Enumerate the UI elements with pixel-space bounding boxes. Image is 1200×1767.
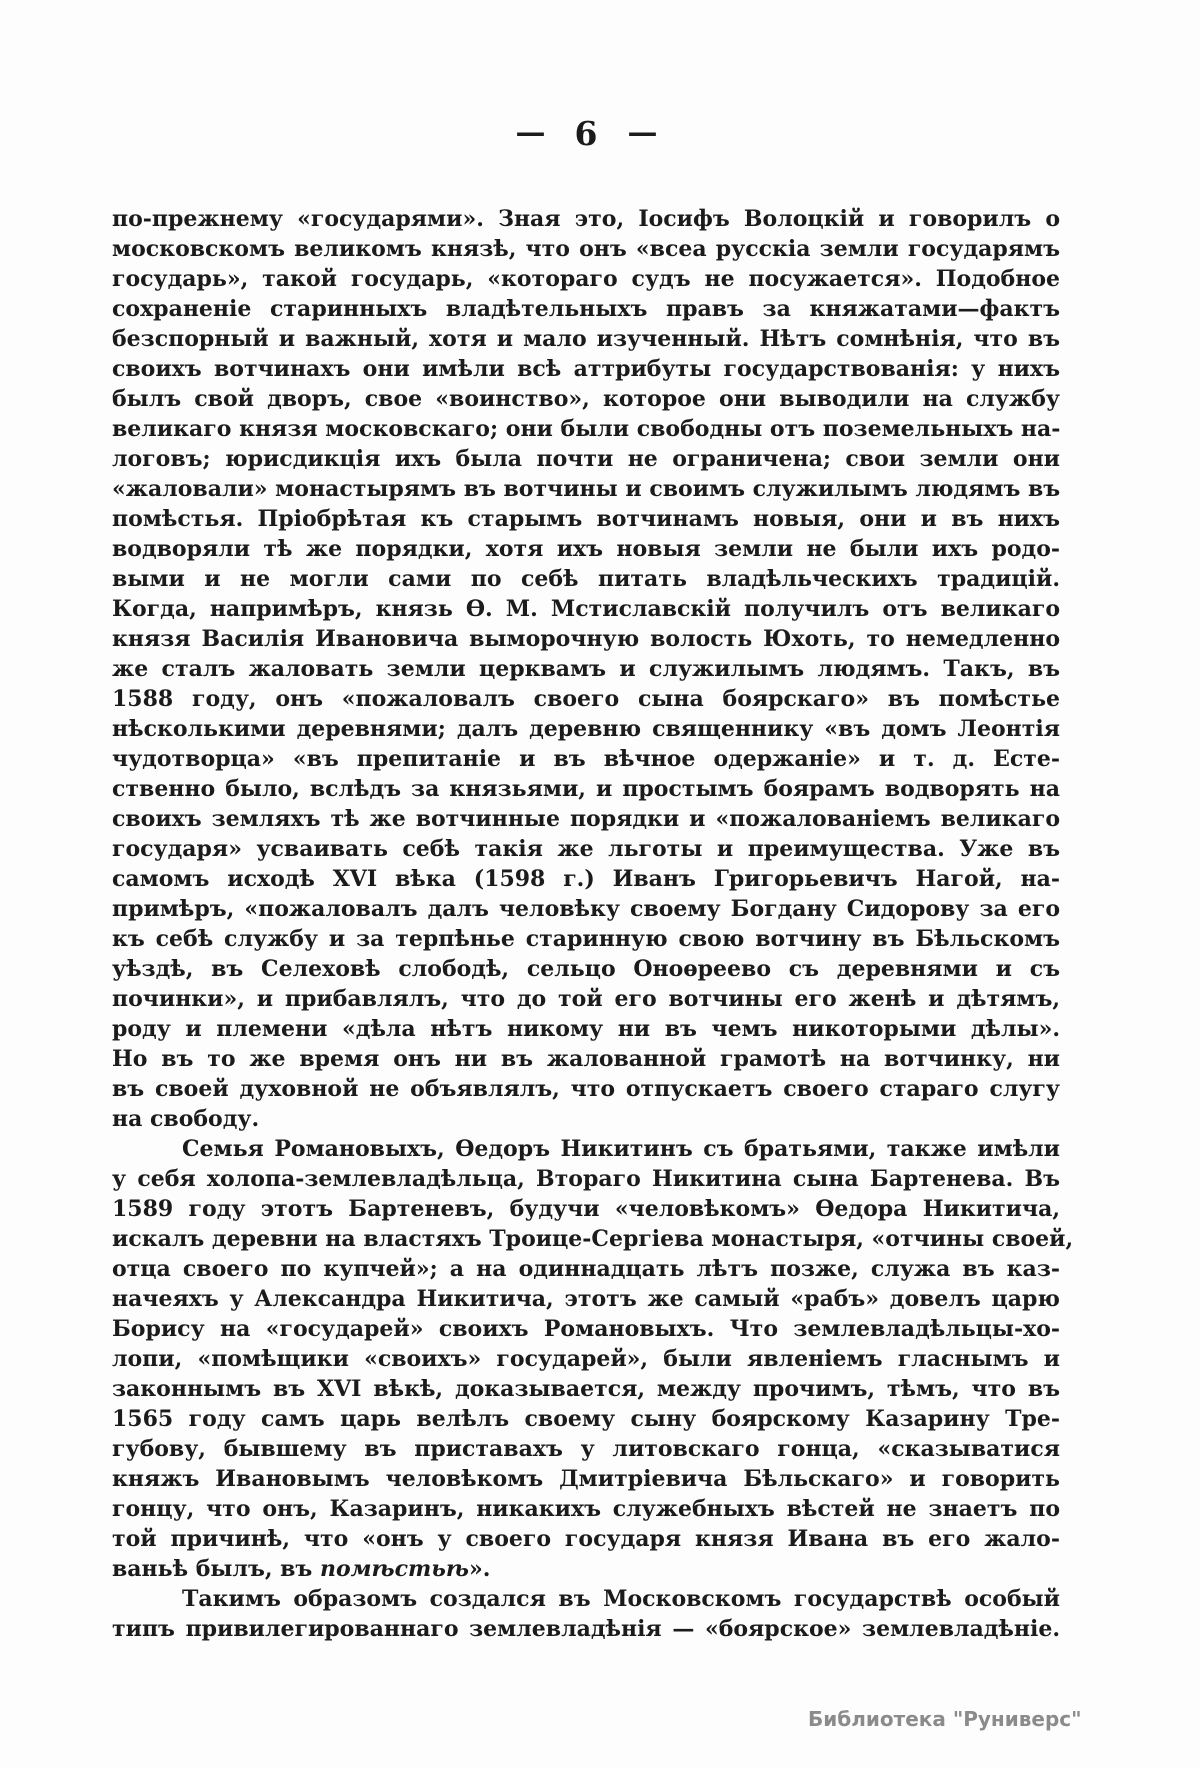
- text-line: [112, 534, 1060, 564]
- page-number: 6: [574, 114, 598, 153]
- text-line: [112, 1164, 1060, 1194]
- text-line: [112, 1224, 1074, 1254]
- text-line: [112, 624, 1060, 654]
- paragraph: [112, 1134, 1074, 1584]
- text-line: [112, 984, 1060, 1014]
- text-line: [112, 1614, 1060, 1644]
- text-line: [112, 1284, 1060, 1314]
- text-segment: 1588 году, онъ «пожаловалъ своего сына боярскаго» въ помѣстье: [112, 686, 1060, 712]
- text-line: [112, 1404, 1060, 1434]
- text-segment: московскомъ великомъ князѣ, что онъ «всеа русскіа земли государямъ: [112, 236, 1060, 262]
- text-line: [112, 1014, 1060, 1044]
- text-line: [112, 924, 1060, 954]
- text-line: [112, 1584, 1060, 1614]
- text-line: [112, 564, 1060, 594]
- text-segment: къ себѣ службу и за терпѣнье старинную свою вотчину въ Бѣльскомъ: [112, 926, 1060, 952]
- text-segment: роду и племени «дѣла нѣтъ никому ни въ чемъ никоторыми дѣлы».: [112, 1016, 1060, 1042]
- text-line: [112, 1494, 1060, 1524]
- text-segment: искалъ деревни на властяхъ Троице-Сергіева монастыря, «отчины своей,: [112, 1226, 1074, 1252]
- text-segment: водворяли тѣ же порядки, хотя ихъ новыя земли не были ихъ родо-: [112, 536, 1060, 562]
- text-segment: примѣръ, «пожаловалъ далъ человѣку своему Богдану Сидорову за его: [112, 896, 1060, 922]
- text-segment: Когда, напримѣръ, князь Ѳ. М. Мстиславскій получилъ отъ великаго: [112, 596, 1060, 622]
- text-segment: помѣстья. Пріобрѣтая къ старымъ вотчинамъ новыя, они и въ нихъ: [112, 506, 1060, 532]
- text-segment: законнымъ въ XVI вѣкѣ, доказывается, между прочимъ, тѣмъ, что въ: [112, 1376, 1060, 1402]
- text-segment: своихъ вотчинахъ они имѣли всѣ аттрибуты государствованія: у нихъ: [112, 356, 1060, 382]
- text-segment: княжъ Ивановымъ человѣкомъ Дмитріевича Бѣльскаго» и говорить: [112, 1466, 1060, 1492]
- text-line: [112, 1464, 1060, 1494]
- text-segment: по-прежнему «государями». Зная это, Іосифъ Волоцкій и говорилъ о: [112, 206, 1060, 232]
- text-segment: безспорный и важный, хотя и мало изученный. Нѣтъ сомнѣнія, что въ: [112, 326, 1060, 352]
- text-line: [112, 444, 1060, 474]
- text-segment: отца своего по купчей»; а на одиннадцать лѣтъ позже, служа въ каз-: [112, 1256, 1060, 1282]
- text-segment: 1565 году самъ царь велѣлъ своему сыну боярскому Казарину Тре-: [112, 1406, 1060, 1432]
- text-line: [112, 354, 1060, 384]
- text-segment: починки», и прибавлялъ, что до той его вотчины его женѣ и дѣтямъ,: [112, 986, 1060, 1012]
- text-line: [112, 1104, 1060, 1134]
- text-line: [112, 834, 1060, 864]
- text-segment: былъ свой дворъ, свое «воинство», которое они выводили на службу: [112, 386, 1060, 412]
- text-line: [112, 294, 1060, 324]
- text-segment: у себя холопа-землевладѣльца, Втораго Никитина сына Бартенева. Въ: [112, 1166, 1060, 1192]
- text-line: [112, 1434, 1060, 1464]
- text-line: [112, 1194, 1060, 1224]
- text-line: [112, 1134, 1060, 1164]
- text-line: [112, 804, 1060, 834]
- text-line: [112, 324, 1060, 354]
- text-segment: государь», такой государь, «котораго судъ не посужается». Подобное: [112, 266, 1060, 292]
- text-segment: лопи, «помѣщики «своихъ» государей», были явленіемъ гласнымъ и: [112, 1346, 1060, 1372]
- text-line: [112, 744, 1060, 774]
- text-segment: чудотворца» «въ препитаніе и въ вѣчное одержаніе» и т. д. Есте-: [112, 746, 1060, 772]
- text-line: [112, 414, 1060, 444]
- text-segment: государя» усваивать себѣ такія же льготы и преимущества. Уже въ: [112, 836, 1060, 862]
- text-line: [112, 1524, 1060, 1554]
- text-segment: ваньѣ былъ, въ: [112, 1556, 320, 1582]
- text-segment: нѣсколькими деревнями; далъ деревню священнику «въ домъ Леонтія: [112, 716, 1060, 742]
- text-segment: на свободу.: [112, 1106, 260, 1132]
- paragraph: [112, 1584, 1060, 1644]
- text-segment: логовъ; юрисдикція ихъ была почти не ограничена; свои земли они: [112, 446, 1060, 472]
- text-segment: сохраненіе старинныхъ владѣтельныхъ правъ за княжатами—фактъ: [112, 296, 1060, 322]
- text-line: [112, 234, 1060, 264]
- body-text: [112, 204, 1074, 1644]
- text-segment: самомъ исходѣ XVI вѣка (1598 г.) Иванъ Григорьевичъ Нагой, на-: [112, 866, 1060, 892]
- text-segment: «жаловали» монастырямъ въ вотчины и своимъ служилымъ людямъ въ: [112, 476, 1061, 502]
- text-line: [112, 1374, 1060, 1404]
- text-segment: 1589 году этотъ Бартеневъ, будучи «человѣкомъ» Ѳедора Никитича,: [112, 1196, 1060, 1222]
- text-line: [112, 204, 1060, 234]
- watermark: Библиотека "Руниверс": [808, 1707, 1082, 1731]
- text-segment: типъ привилегированнаго землевладѣнія — «боярское» землевладѣніе.: [112, 1616, 1060, 1642]
- text-segment: той причинѣ, что «онъ у своего государя князя Ивана въ его жало-: [112, 1526, 1060, 1552]
- text-line: [112, 774, 1060, 804]
- text-line: [112, 654, 1060, 684]
- paragraph: [112, 204, 1060, 1134]
- text-line: [112, 1314, 1060, 1344]
- text-line: [112, 504, 1060, 534]
- text-segment: великаго князя московскаго; они были свободны отъ поземельныхъ на-: [112, 416, 1061, 442]
- text-segment: Но въ то же время онъ ни въ жалованной грамотѣ на вотчинку, ни: [112, 1046, 1060, 1072]
- header-dash-right: —: [627, 115, 657, 150]
- text-segment: своихъ земляхъ тѣ же вотчинные порядки и «пожалованіемъ великаго: [112, 806, 1060, 832]
- text-line: [112, 1044, 1060, 1074]
- text-line: [112, 474, 1060, 504]
- text-line: [112, 594, 1060, 624]
- text-line: [112, 1554, 1060, 1584]
- text-line: [112, 864, 1060, 894]
- italic-text: помѣстьѣ: [319, 1556, 469, 1582]
- text-line: [112, 1074, 1060, 1104]
- text-line: [112, 1344, 1060, 1374]
- text-segment: ».: [468, 1556, 491, 1582]
- text-segment: уѣздѣ, въ Селеховѣ слободѣ, сельцо Оноѳреево съ деревнями и съ: [112, 956, 1060, 982]
- text-line: [112, 714, 1060, 744]
- text-segment: князя Василія Ивановича выморочную волость Юхоть, то немедленно: [112, 626, 1060, 652]
- page-header: [112, 116, 1060, 154]
- text-segment: Семья Романовыхъ, Ѳедоръ Никитинъ съ братьями, также имѣли: [182, 1136, 1060, 1162]
- text-segment: же сталъ жаловать земли церквамъ и служилымъ людямъ. Такъ, въ: [112, 656, 1060, 682]
- header-dash-left: —: [515, 115, 545, 150]
- text-segment: губову, бывшему въ приставахъ у литовскаго гонца, «сказыватися: [112, 1436, 1060, 1462]
- text-line: [112, 1254, 1060, 1284]
- text-line: [112, 894, 1060, 924]
- text-segment: выми и не могли сами по себѣ питать владѣльческихъ традицій.: [112, 566, 1060, 592]
- text-segment: ственно было, вслѣдъ за князьями, и простымъ боярамъ водворять на: [112, 776, 1060, 802]
- text-line: [112, 384, 1060, 414]
- text-segment: начеяхъ у Александра Никитича, этотъ же самый «рабъ» довелъ царю: [112, 1286, 1060, 1312]
- text-segment: гонцу, что онъ, Казаринъ, никакихъ служебныхъ вѣстей не знаетъ по: [112, 1496, 1060, 1522]
- text-segment: Такимъ образомъ создался въ Московскомъ государствѣ особый: [182, 1586, 1060, 1612]
- text-line: [112, 954, 1060, 984]
- text-line: [112, 684, 1060, 714]
- text-line: [112, 264, 1060, 294]
- text-segment: Борису на «государей» своихъ Романовыхъ. Что землевладѣльцы-хо-: [112, 1316, 1060, 1342]
- text-segment: въ своей духовной не объявлялъ, что отпускаетъ своего стараго слугу: [112, 1076, 1060, 1102]
